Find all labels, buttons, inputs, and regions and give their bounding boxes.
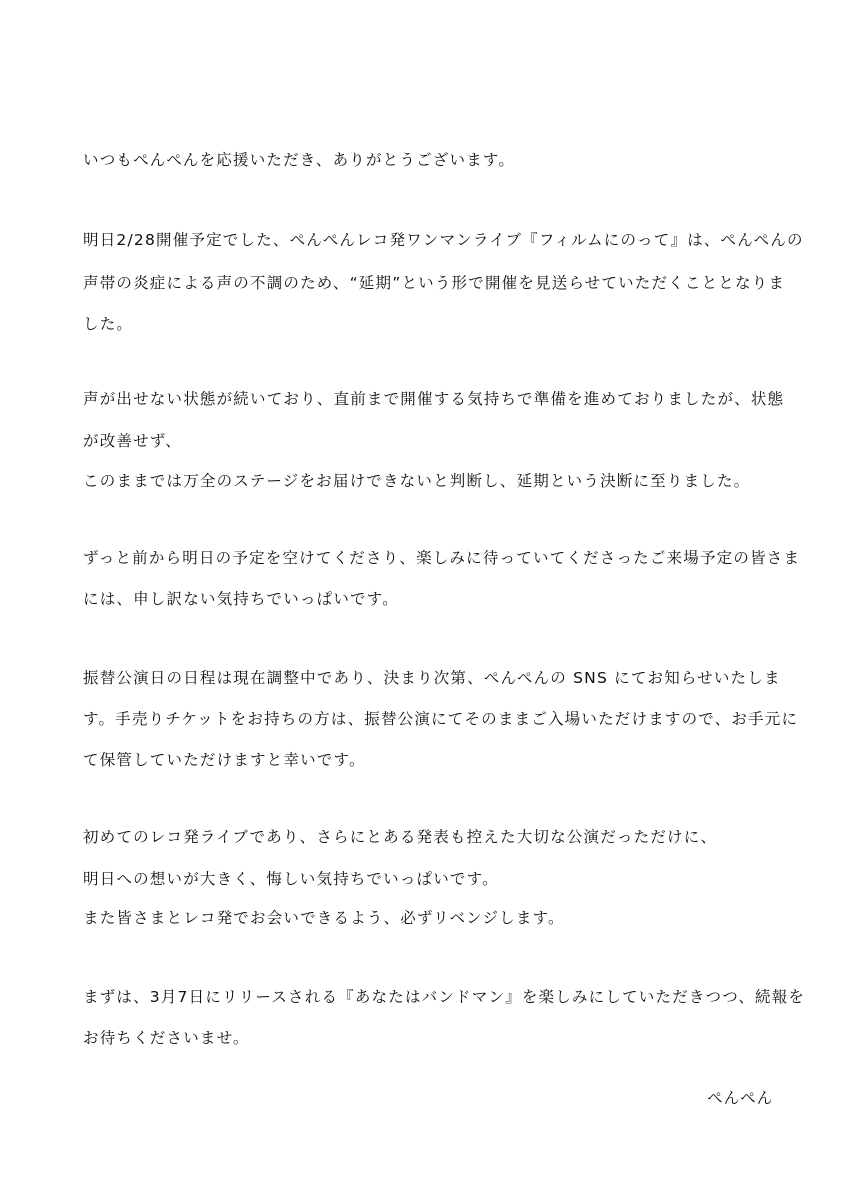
text-line: 振替公演日の日程は現在調整中であり、決まり次第、ぺんぺんの SNS にてお知らせいたしま — [83, 669, 781, 687]
text-line: には、申し訳ない気持ちでいっぱいです。 — [83, 590, 399, 608]
signature: ぺんぺん — [707, 1089, 774, 1107]
text-line: す。手売りチケットをお持ちの方は、振替公演にてそのままご入場いただけますので、お手元に — [83, 710, 799, 728]
text-line: した。 — [83, 315, 134, 333]
text-line: 初めてのレコ発ライブであり、さらにとある発表も控えた大切な公演だっただけに、 — [83, 828, 718, 846]
text-line: が改善せず、 — [83, 432, 182, 450]
text-line: また皆さまとレコ発でお会いできるよう、必ずリベンジします。 — [83, 909, 565, 927]
text-line: まずは、3月7日にリリースされる『あなたはバンドマン』を楽しみにしていただきつつ、続報を — [83, 988, 806, 1006]
text-line: このままでは万全のステージをお届けできないと判断し、延期という決断に至りました。 — [83, 472, 751, 490]
text-line: 明日への想いが大きく、悔しい気持ちでいっぱいです。 — [83, 870, 499, 888]
text-line: ずっと前から明日の予定を空けてくださり、楽しみに待っていてくださったご来場予定の皆さま — [83, 549, 801, 567]
text-line: 声帯の炎症による声の不調のため、“延期”という形で開催を見送らせていただくこととなりま — [83, 274, 786, 292]
text-line: お待ちくださいませ。 — [83, 1029, 250, 1047]
text-line: て保管していただけますと幸いです。 — [83, 751, 366, 769]
text-line: 声が出せない状態が続いており、直前まで開催する気持ちで準備を進めておりましたが、状態 — [83, 390, 785, 408]
text-line: 明日2/28開催予定でした、ぺんぺんレコ発ワンマンライブ『フィルムにのって』は、ぺんぺんの — [83, 231, 804, 249]
greeting-line: いつもぺんぺんを応援いただき、ありがとうございます。 — [83, 151, 516, 169]
